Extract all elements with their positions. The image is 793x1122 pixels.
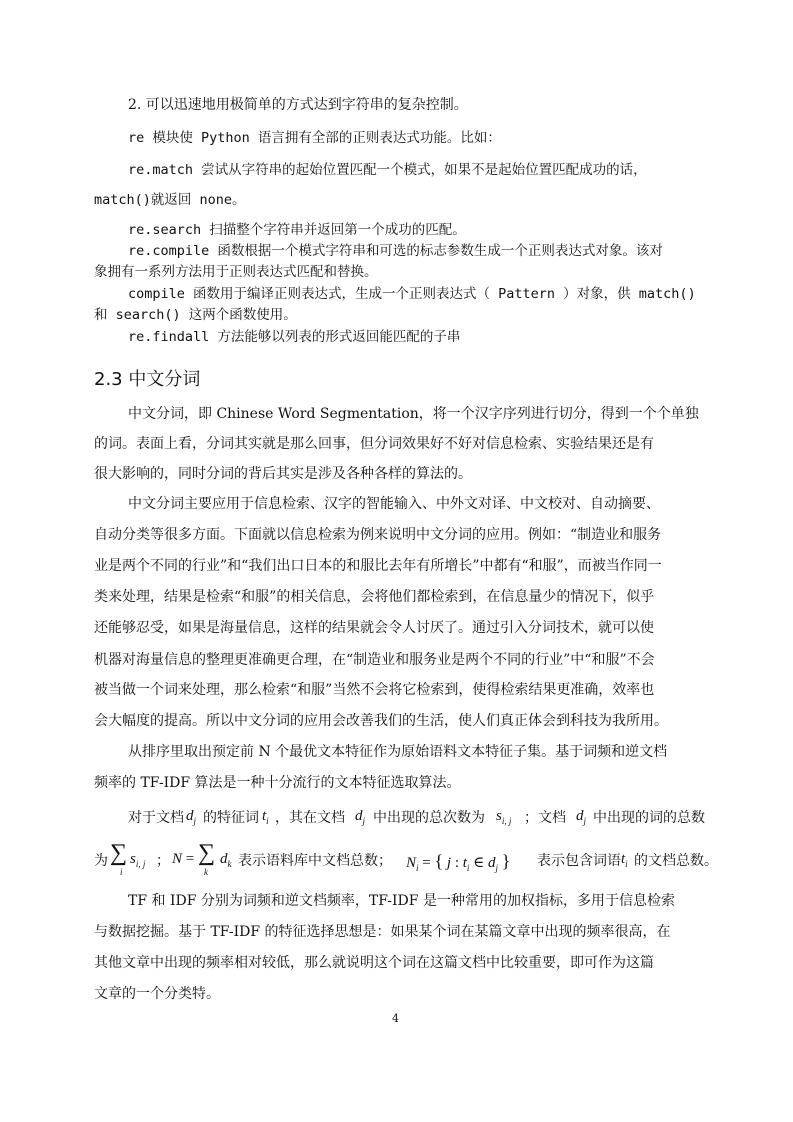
sum-symbol: ∑ [110,840,128,866]
para2-line: 业是两个不同的行业”和“我们出口日本的和服比去年有所增长”中都有“和服”，而被当作同一 [94,558,662,574]
re-compile-line-cont: 象拥有一系列方法用于正则表达式匹配和替换。 [94,264,378,280]
para2-line: 还能够忍受，如果是海量信息，这样的结果就会令人讨厌了。通过引入分词技术，就可以使 [94,620,654,636]
symbol-ti: $t_i$ [262,808,269,826]
symbol-ti: $t_i$ [621,851,628,869]
para1-line: 的词。表面上看，分词其实就是那么回事，但分词效果好不好对信息检索、实验结果还是有 [94,436,654,452]
para2-line: 自动分类等很多方面。下面就以信息检索为例来说明中文分词的应用。例如：“制造业和服务 [94,527,662,543]
formula-text: ； [156,853,170,869]
formula-text: 表示包含词语 [537,853,621,869]
formula-text: 表示语料库中文档总数； [238,853,392,869]
formula-text: 的特征词 [203,810,259,826]
re-compile-line: re.compile 函数根据一个模式字符串和可选的标志参数生成一个正则表达式对象。该对 [128,243,663,259]
para2-line: 会大幅度的提高。所以中文分词的应用会改善我们的生活，使人们真正体会到科技为我所用。 [94,713,668,729]
para1-line: 中文分词，即 Chinese Word Segmentation，将一个汉字序列进行切分，得到一个个单独 [128,406,699,422]
re-match-line-cont: match()就返回 none。 [94,192,246,208]
para3-line: 频率的 TF-IDF 算法是一种十分流行的文本特征选取算法。 [94,775,461,791]
sum-index-i: i [120,867,123,877]
formula-text: 的文档总数。 [634,853,718,869]
sum-symbol: ∑ [198,840,216,866]
para2-line: 被当做一个词来处理，那么检索“和服”当然不会将它检索到，使得检索结果更准确，效率也 [94,682,655,698]
symbol-sij: $s_{i, j}$ [130,851,146,869]
symbol-Ni-set: $N_i$ = { j : $t_i$ ∈ $d_j$ } [406,851,511,873]
formula-text: 对于文档 [128,810,184,826]
para2-line: 机器对海量信息的整理更准确更合理，在“制造业和服务业是两个不同的行业”中“和服”不会 [94,652,655,668]
para4-line: 与数据挖掘。基于 TF-IDF 的特征选择思想是：如果某个词在某篇文章中出现的频率很高，在 [94,924,671,940]
re-search-line: re.search 扫描整个字符串并返回第一个成功的匹配。 [128,222,466,238]
para4-line: TF 和 IDF 分别为词频和逆文档频率，TF-IDF 是一种常用的加权指标，多用于信息检索 [128,893,675,909]
page-number: 4 [392,1012,399,1025]
re-match-line: re.match 尝试从字符串的起始位置匹配一个模式，如果不是起始位置匹配成功的话， [128,162,647,178]
symbol-dj: $d_j$ [576,808,587,826]
para2-line: 类来处理，结果是检索“和服”的相关信息，会将他们都检索到，在信息量少的情况下，似乎 [94,589,655,605]
compile-line-cont: 和 search() 这两个函数使用。 [94,307,297,323]
para4-line: 其他文章中出现的频率相对较低，那么就说明这个词在这篇文档中比较重要，即可作为这篇 [94,955,654,971]
formula-text: ，其在文档 [275,810,345,826]
para4-line: 文章的一个分类特。 [94,986,220,1002]
formula-text: 中出现的词的总数 [593,810,705,826]
re-module-line: re 模块使 Python 语言拥有全部的正则表达式功能。比如： [128,130,501,146]
symbol-dk: $d_k$ [220,851,232,869]
formula-text: ；文档 [524,810,566,826]
symbol-dj: $d_j$ [355,808,366,826]
section-heading: 2.3 中文分词 [94,369,201,390]
symbol-dj: $d_j$ [186,808,197,826]
sum-index-k: k [204,867,208,877]
formula-text: 为 [94,853,108,869]
formula-text: 中出现的总次数为 [373,810,485,826]
para1-line: 很大影响的，同时分词的背后其实是涉及各种各样的算法的。 [94,466,472,482]
re-findall-line: re.findall 方法能够以列表的形式返回能匹配的子串 [128,329,461,345]
symbol-sij: $s_{i, j}$ [496,808,512,826]
symbol-N-eq: N = [172,851,195,867]
para3-line: 从排序里取出预定前 N 个最优文本特征作为原始语料文本特征子集。基于词频和逆文档 [128,744,668,760]
compile-line: compile 函数用于编译正则表达式，生成一个正则表达式（ Pattern ）对象，供 match() [128,286,696,302]
para2-line: 中文分词主要应用于信息检索、汉字的智能输入、中外文对译、中文校对、自动摘要、 [128,496,660,512]
point-2-line: 2. 可以迅速地用极简单的方式达到字符串的复杂控制。 [128,97,468,113]
